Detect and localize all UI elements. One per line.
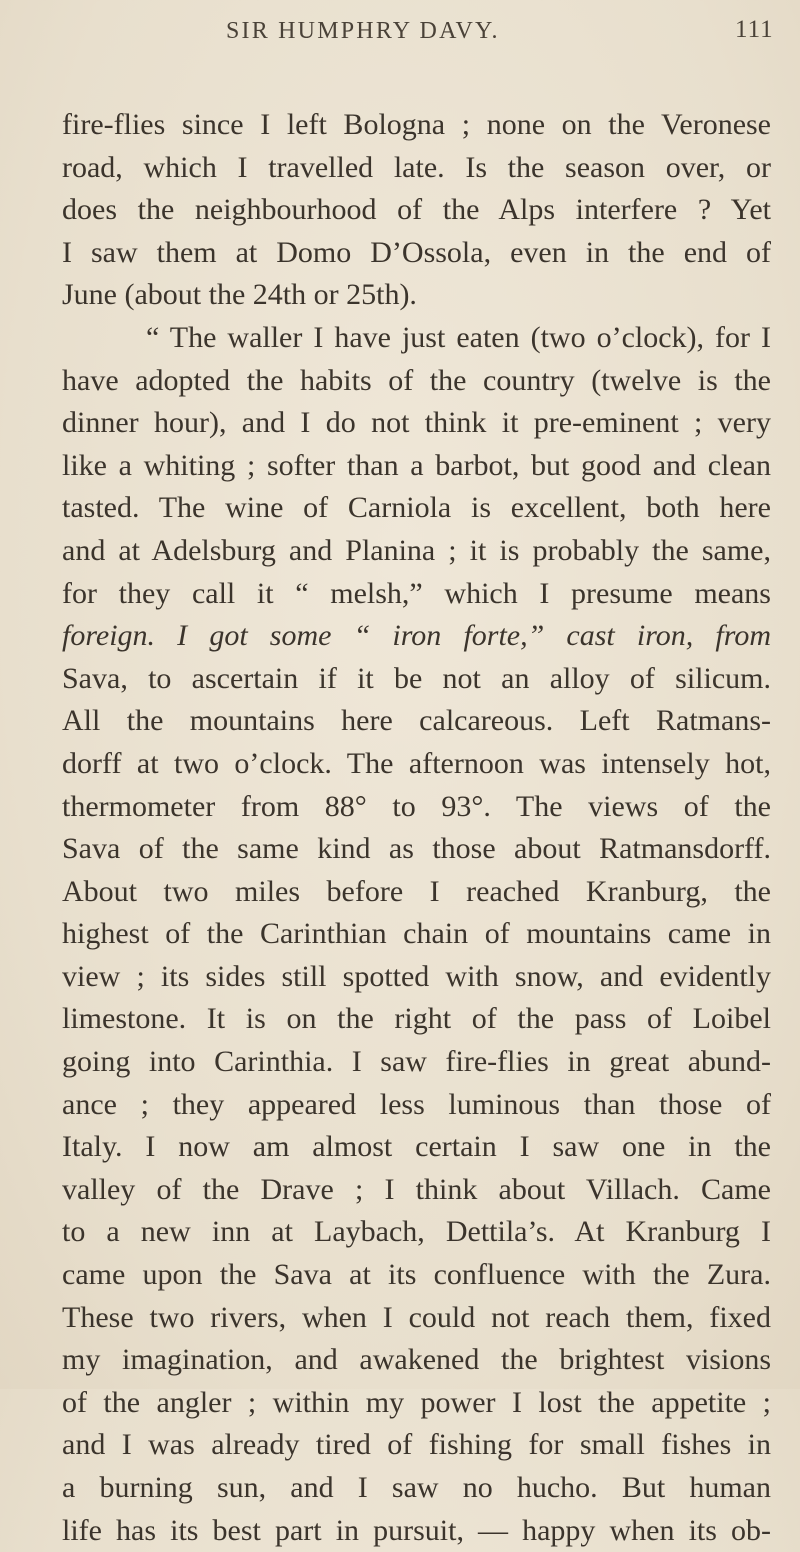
text-line: to a new inn at Laybach, Dettila’s. At Kranburg I: [62, 1215, 771, 1249]
text-line: Sava of the same kind as those about Ratmansdorff.: [62, 832, 771, 866]
text-line: my imagination, and awakened the brightest visions: [62, 1343, 771, 1377]
body-text: [62, 104, 771, 1552]
text-line: does the neighbourhood of the Alps interfere ? Yet: [62, 193, 771, 227]
text-line: and I was already tired of fishing for small fishes in: [62, 1428, 771, 1462]
text-line: Sava, to ascertain if it be not an alloy of silicum.: [62, 661, 771, 695]
page-number: 111: [735, 16, 774, 43]
text-line: “ The waller I have just eaten (two o’clock), for I: [146, 320, 771, 354]
text-line: have adopted the habits of the country (twelve is the: [62, 363, 771, 397]
text-line: foreign. I got some “ iron forte,” cast iron, from: [62, 619, 771, 653]
text-line: dorff at two o’clock. The afternoon was intensely hot,: [62, 746, 771, 780]
text-line: for they call it “ melsh,” which I presume means: [62, 576, 771, 610]
text-line: I saw them at Domo D’Ossola, even in the end of: [62, 235, 771, 269]
text-line: About two miles before I reached Kranburg, the: [62, 874, 771, 908]
text-line: ance ; they appeared less luminous than those of: [62, 1087, 771, 1121]
text-line: going into Carinthia. I saw fire-flies in great abund-: [62, 1045, 771, 1079]
text-line: life has its best part in pursuit, — happy when its ob-: [62, 1513, 771, 1547]
text-line: came upon the Sava at its confluence with the Zura.: [62, 1258, 771, 1292]
text-line: June (about the 24th or 25th).: [62, 278, 417, 312]
text-line: tasted. The wine of Carniola is excellent, both here: [62, 491, 771, 525]
text-line: fire-flies since I left Bologna ; none on the Veronese: [62, 108, 771, 141]
text-line: Italy. I now am almost certain I saw one in the: [62, 1130, 771, 1164]
text-line: limestone. It is on the right of the pass of Loibel: [62, 1002, 771, 1036]
text-line: dinner hour), and I do not think it pre-eminent ; very: [62, 406, 771, 440]
text-line: These two rivers, when I could not reach them, fixed: [62, 1300, 771, 1334]
text-line: All the mountains here calcareous. Left Ratmans-: [62, 704, 771, 738]
text-line: valley of the Drave ; I think about Villach. Came: [62, 1172, 771, 1206]
text-line: of the angler ; within my power I lost the appetite ;: [62, 1385, 771, 1419]
text-line: like a whiting ; softer than a barbot, but good and clean: [62, 448, 771, 482]
text-line: a burning sun, and I saw no hucho. But human: [62, 1471, 771, 1504]
running-head: SIR HUMPHRY DAVY.: [226, 18, 500, 44]
text-line: road, which I travelled late. Is the season over, or: [62, 150, 771, 184]
text-line: and at Adelsburg and Planina ; it is probably the same,: [62, 533, 771, 567]
text-line: view ; its sides still spotted with snow, and evidently: [62, 959, 771, 993]
text-line: thermometer from 88° to 93°. The views of the: [62, 789, 771, 823]
text-line: highest of the Carinthian chain of mountains came in: [62, 917, 771, 951]
